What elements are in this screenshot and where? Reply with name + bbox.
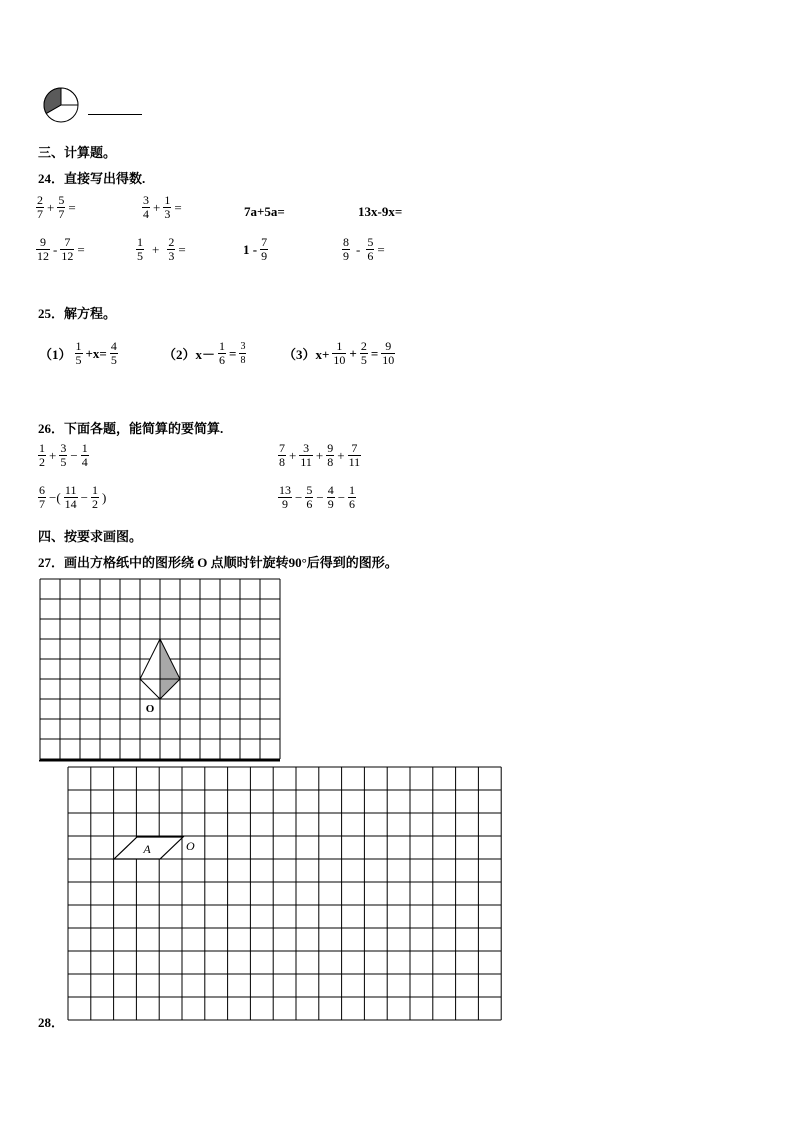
q28-grid — [68, 767, 501, 1020]
q28-number: 28． — [38, 1015, 65, 1030]
fraction: $\frac{3}{4}$ — [143, 193, 149, 221]
fraction: $\frac{1}{5}$ — [75, 339, 82, 367]
section-4-title: 四、按要求画图。 — [38, 529, 143, 544]
q25-equation-1: （1） $\frac{1}{5}$ +x= $\frac{4}{5}$ — [39, 339, 117, 367]
q27-o-label: O — [145, 703, 155, 715]
fraction: $\frac{13}{9}$ — [279, 483, 291, 511]
fraction: $\frac{1}{6}$ — [219, 339, 226, 367]
fraction: $\frac{1}{2}$ — [39, 441, 45, 469]
fraction: $\frac{1}{10}$ — [333, 339, 346, 367]
q24-item-4: 13x-9x= — [358, 204, 403, 219]
section-3-title: 三、计算题。 — [38, 145, 117, 160]
shape-a-label: A — [143, 842, 151, 856]
pie-chart-figure — [40, 86, 90, 126]
q28-grid-figure — [67, 766, 503, 1026]
q24-item-2: $\frac{3}{4}$ + $\frac{1}{3}$ = — [143, 193, 182, 221]
fraction: $\frac{1}{6}$ — [349, 483, 356, 511]
q26-expression-4: $\frac{13}{9}$ − $\frac{5}{6}$ − $\frac{4}{9}$ − $\frac{1}{6}$ — [279, 483, 356, 511]
q24-title: 24．直接写出得数. — [38, 171, 146, 186]
fraction: $\frac{9}{8}$ — [327, 441, 334, 469]
fraction: $\frac{5}{7}$ — [58, 193, 65, 221]
fraction: $\frac{7}{11}$ — [348, 441, 361, 469]
shaded-triangle — [160, 639, 180, 699]
kite-shape — [140, 639, 160, 699]
fraction: $\frac{1}{3}$ — [164, 193, 171, 221]
fraction: $\frac{8}{9}$ — [343, 235, 349, 263]
answer-blank[interactable] — [88, 114, 142, 115]
fraction: $\frac{1}{2}$ — [92, 483, 99, 511]
fraction: $\frac{3}{11}$ — [300, 441, 312, 469]
fraction: $\frac{7}{12}$ — [61, 235, 74, 263]
fraction: $\frac{2}{5}$ — [360, 339, 367, 367]
q24-item-6: $\frac{1}{5}$ + $\frac{2}{3}$ = — [137, 235, 186, 263]
fraction: $\frac{4}{9}$ — [327, 483, 334, 511]
fraction: $\frac{2}{7}$ — [37, 193, 43, 221]
fraction: $\frac{6}{7}$ — [39, 483, 45, 511]
q27-title: 27．画出方格纸中的图形绕 O 点顺时针旋转90°后得到的图形。 — [38, 555, 398, 570]
q26-expression-3: $\frac{6}{7}$ −( $\frac{11}{14}$ − $\frac{1}{2}$ ) — [39, 483, 107, 511]
q25-title: 25．解方程。 — [38, 306, 117, 321]
fraction: $\frac{1}{5}$ — [137, 235, 143, 263]
q24-item-5: $\frac{9}{12}$ - $\frac{7}{12}$ = — [37, 235, 85, 263]
fraction: $\frac{11}{14}$ — [64, 483, 77, 511]
q24-item-8: $\frac{8}{9}$ - $\frac{5}{6}$ = — [343, 235, 385, 263]
fraction: $\frac{7}{8}$ — [279, 441, 285, 469]
q24-item-7: 1 - $\frac{7}{9}$ — [243, 235, 268, 263]
q26-title: 26．下面各题，能简算的要简算. — [38, 421, 224, 436]
fraction: $\frac{1}{4}$ — [81, 441, 88, 469]
q28-grid-lines — [68, 767, 501, 1020]
fraction: $\frac{7}{9}$ — [261, 235, 268, 263]
fraction: $\frac{3}{5}$ — [60, 441, 67, 469]
fraction: $\frac{4}{5}$ — [110, 339, 117, 367]
q24-item-3: 7a+5a= — [244, 204, 285, 219]
q25-equation-3: （3）x+ $\frac{1}{10}$ + $\frac{2}{5}$ = $\frac{9}{10}$ — [283, 339, 395, 367]
q28-o-label: O — [186, 839, 195, 853]
q25-equation-2: （2）x－ $\frac{1}{6}$ = $\frac{3}{8}$ — [163, 339, 246, 367]
q26-expression-2: $\frac{7}{8}$ + $\frac{3}{11}$ + $\frac{9}{8}$ + $\frac{7}{11}$ — [279, 441, 361, 469]
q27-grid-figure — [39, 578, 281, 762]
q26-expression-1: $\frac{1}{2}$ + $\frac{3}{5}$ − $\frac{1}{4}$ — [39, 441, 88, 469]
fraction: $\frac{2}{3}$ — [168, 235, 175, 263]
fraction: $\frac{9}{10}$ — [382, 339, 395, 367]
fraction: $\frac{5}{6}$ — [367, 235, 374, 263]
fraction: $\frac{3}{8}$ — [240, 341, 246, 366]
fraction: $\frac{9}{12}$ — [37, 235, 49, 263]
q24-item-1: $\frac{2}{7}$ + $\frac{5}{7}$ = — [37, 193, 76, 221]
fraction: $\frac{5}{6}$ — [306, 483, 313, 511]
